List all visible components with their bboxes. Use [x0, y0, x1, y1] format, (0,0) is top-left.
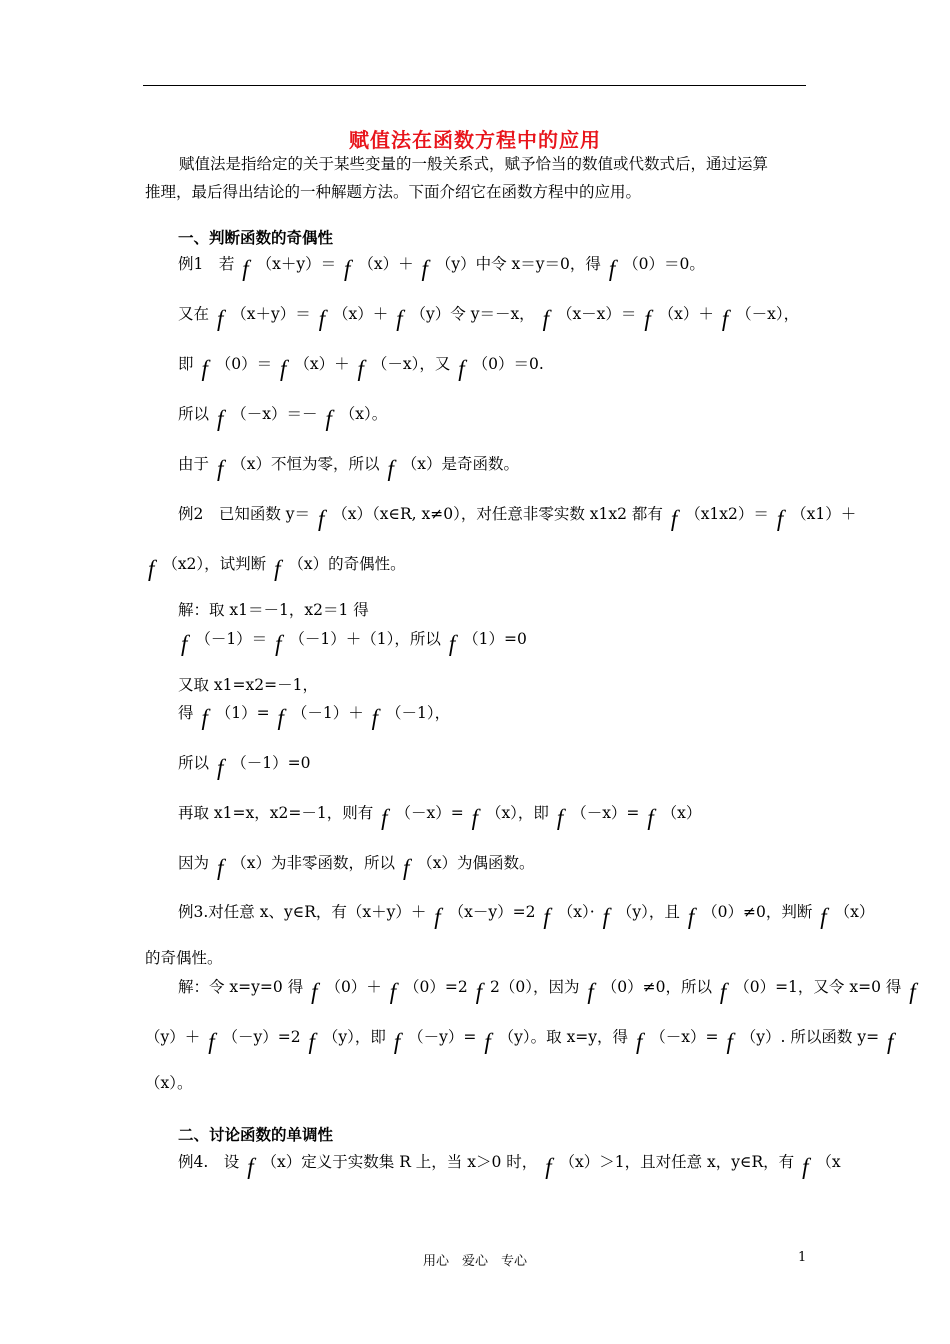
- function-symbol: f: [344, 256, 351, 281]
- function-symbol: f: [434, 904, 441, 929]
- function-symbol: f: [181, 631, 188, 656]
- function-symbol: f: [543, 904, 550, 929]
- text-line: 解：取 x1＝－1，x2＝1 得: [178, 601, 369, 619]
- function-symbol: f: [556, 805, 564, 830]
- function-symbol: f: [389, 979, 397, 1004]
- function-symbol: f: [820, 904, 827, 929]
- function-symbol: f: [381, 805, 388, 830]
- text-line: 又在 f （x＋y）＝ f （x）＋ f （y）令 y＝－x， f （x－x）＝ f （x）＋ f （－x），: [178, 305, 800, 331]
- function-symbol: f: [887, 1029, 894, 1054]
- function-symbol: f: [280, 356, 287, 381]
- function-symbol: f: [201, 356, 208, 381]
- text-line: f （x2），试判断 f （x）的奇偶性。: [145, 552, 406, 574]
- function-symbol: f: [274, 556, 281, 581]
- function-symbol: f: [208, 1029, 215, 1054]
- text-line: 解：令 x=y=0 得 f （0）＋ f （0）=2 f 2（0），因为 f （0）≠0，所以 f （0）=1，又令 x=0 得 f: [178, 975, 919, 997]
- text-line: f （－1）＝ f （－1）＋（1），所以 f （1）=0: [178, 627, 527, 649]
- text-line: 因为 f （x）为非零函数，所以 f （x）为偶函数。: [178, 854, 535, 880]
- text-line: 的奇偶性。: [145, 949, 223, 967]
- function-symbol: f: [216, 755, 224, 780]
- text-line: 又取 x1=x2=－1，: [178, 676, 318, 694]
- section-heading: 二、讨论函数的单调性: [178, 1125, 334, 1144]
- function-symbol: f: [247, 1154, 254, 1179]
- function-symbol: f: [216, 406, 224, 431]
- function-symbol: f: [277, 705, 284, 730]
- function-symbol: f: [402, 855, 410, 880]
- function-symbol: f: [647, 805, 654, 830]
- function-symbol: f: [726, 1029, 733, 1054]
- section-heading: 一、判断函数的奇偶性: [178, 228, 334, 247]
- function-symbol: f: [776, 506, 784, 531]
- function-symbol: f: [242, 256, 249, 281]
- function-symbol: f: [484, 1029, 491, 1054]
- function-symbol: f: [318, 306, 326, 331]
- function-symbol: f: [587, 979, 594, 1004]
- function-symbol: f: [448, 631, 456, 656]
- function-symbol: f: [275, 631, 282, 656]
- function-symbol: f: [216, 855, 224, 880]
- function-symbol: f: [719, 979, 727, 1004]
- function-symbol: f: [608, 256, 616, 281]
- function-symbol: f: [475, 979, 483, 1004]
- function-symbol: f: [635, 1029, 643, 1054]
- function-symbol: f: [802, 1154, 809, 1179]
- text-line: 所以 f （－1）=0: [178, 754, 311, 780]
- function-symbol: f: [396, 306, 403, 331]
- function-symbol: f: [687, 904, 695, 929]
- text-line: 得 f （1）= f （－1）＋ f （－1），: [178, 704, 451, 730]
- function-symbol: f: [308, 1029, 315, 1054]
- function-symbol: f: [317, 506, 325, 531]
- header-rule: [143, 85, 806, 86]
- function-symbol: f: [311, 979, 318, 1004]
- function-symbol: f: [148, 556, 155, 581]
- intro-line: 赋值法是指给定的关于某些变量的一般关系式，赋予恰当的数值或代数式后，通过运算: [179, 155, 769, 173]
- function-symbol: f: [471, 805, 479, 830]
- text-line: 例1 若 f （x＋y）＝ f （x）＋ f （y）中令 x＝y＝0，得 f （0）＝0。: [178, 255, 705, 281]
- text-line: 例3.对任意 x、y∈R，有（x＋y）＋ f （x－y）=2 f （x）· f （y），且 f （0）≠0，判断 f （x）: [178, 903, 875, 929]
- function-symbol: f: [670, 506, 678, 531]
- text-line: 由于 f （x）不恒为零，所以 f （x）是奇函数。: [178, 455, 519, 481]
- text-line: 再取 x1=x，x2=－1，则有 f （－x）= f （x），即 f （－x）= f （x）: [178, 804, 702, 830]
- function-symbol: f: [371, 705, 379, 730]
- intro-paragraph: [145, 150, 809, 206]
- page-number: 1: [798, 1250, 807, 1265]
- function-symbol: f: [201, 705, 208, 730]
- function-symbol: f: [357, 356, 364, 381]
- function-symbol: f: [393, 1029, 401, 1054]
- text-line: （x）。: [145, 1074, 193, 1092]
- page-title: 赋值法在函数方程中的应用: [349, 128, 601, 152]
- function-symbol: f: [216, 456, 224, 481]
- function-symbol: f: [387, 456, 394, 481]
- function-symbol: f: [545, 1154, 552, 1179]
- text-line: 例2 已知函数 y＝ f （x）（x∈R, x≠0），对任意非零实数 x1x2 都有 f （x1x2）＝ f （x1）＋: [178, 505, 857, 531]
- function-symbol: f: [721, 306, 729, 331]
- text-line: 例4. 设 f （x）定义于实数集 R 上，当 x＞0 时， f （x）＞1，且对任意 x，y∈R，有 f （x: [178, 1153, 841, 1179]
- intro-line: 推理，最后得出结论的一种解题方法。下面介绍它在函数方程中的应用。: [145, 183, 642, 201]
- function-symbol: f: [458, 356, 465, 381]
- function-symbol: f: [644, 306, 651, 331]
- text-line: 即 f （0）＝ f （x）＋ f （－x），又 f （0）＝0.: [178, 355, 544, 381]
- function-symbol: f: [909, 979, 916, 1004]
- text-line: （y）＋ f （－y）=2 f （y），即 f （－y）= f （y）。取 x=y，得 f （－x）= f （y）. 所以函数 y= f: [145, 1025, 896, 1047]
- function-symbol: f: [216, 306, 224, 331]
- function-symbol: f: [325, 406, 332, 431]
- function-symbol: f: [421, 256, 428, 281]
- text-line: 所以 f （－x）＝－ f （x）。: [178, 405, 388, 431]
- page-footer: 用心 爱心 专心: [422, 1254, 527, 1269]
- function-symbol: f: [602, 904, 609, 929]
- function-symbol: f: [542, 306, 550, 331]
